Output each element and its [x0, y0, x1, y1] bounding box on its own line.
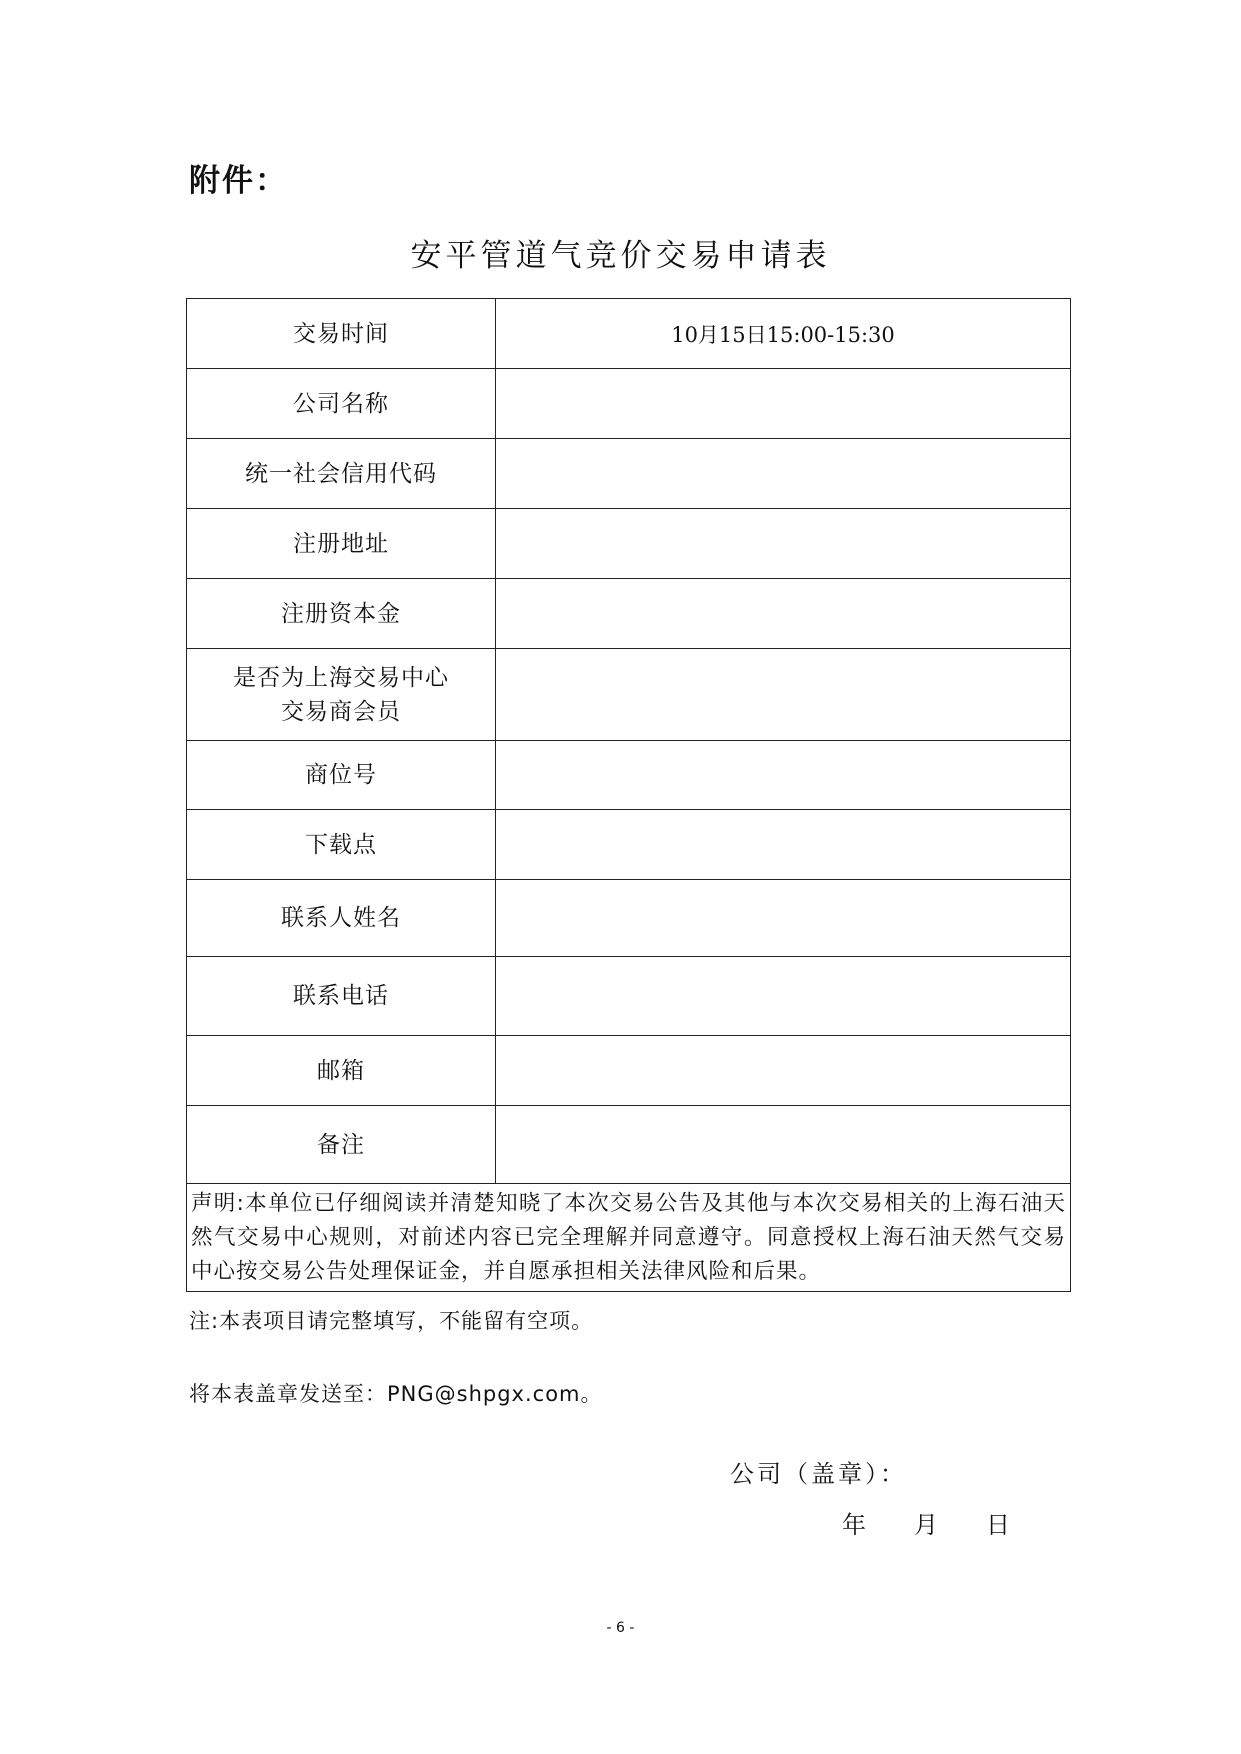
trade-time-label: 交易时间 [187, 299, 496, 369]
table-row [187, 649, 1071, 741]
table-row [187, 369, 1071, 439]
table-row [187, 880, 1071, 957]
table-row [187, 741, 1071, 810]
table-row [187, 299, 1071, 369]
table-row [187, 1106, 1071, 1184]
registered-capital-field[interactable] [496, 579, 1071, 649]
page-number: - 6 - [606, 1620, 635, 1636]
table-row [187, 1184, 1071, 1292]
date-line [842, 1505, 1010, 1540]
date-year: 年 [842, 1511, 866, 1539]
member-status-label-line2: 交易商会员 [281, 698, 401, 725]
trade-time-value[interactable]: 10月15日15:00-15:30 [496, 299, 1071, 369]
member-status-label [187, 649, 496, 741]
fill-note: 注:本表项目请完整填写，不能留有空项。 [189, 1309, 594, 1333]
company-name-field[interactable] [496, 369, 1071, 439]
booth-number-label: 商位号 [187, 741, 496, 810]
table-row [187, 810, 1071, 880]
email-field[interactable] [496, 1036, 1071, 1106]
booth-number-field[interactable] [496, 741, 1071, 810]
remarks-label: 备注 [187, 1106, 496, 1184]
registered-address-label: 注册地址 [187, 509, 496, 579]
table-row [187, 1036, 1071, 1106]
table-row [187, 439, 1071, 509]
member-status-field[interactable] [496, 649, 1071, 741]
email-label: 邮箱 [187, 1036, 496, 1106]
contact-phone-label: 联系电话 [187, 957, 496, 1036]
declaration-statement: 声明:本单位已仔细阅读并清楚知晓了本次交易公告及其他与本次交易相关的上海石油天然气交易中心规则，对前述内容已完全理解并同意遵守。同意授权上海石油天然气交易中心按交易公告处理保证金，并自愿承担相关法律风险和后果。 [187, 1184, 1071, 1292]
credit-code-field[interactable] [496, 439, 1071, 509]
table-row [187, 509, 1071, 579]
registered-address-field[interactable] [496, 509, 1071, 579]
table-row [187, 579, 1071, 649]
date-month: 月 [914, 1511, 938, 1539]
remarks-field[interactable] [496, 1106, 1071, 1184]
table-row [187, 957, 1071, 1036]
company-seal-line: 公司（盖章）： [730, 1460, 907, 1488]
send-instruction: 将本表盖章发送至：PNG@shpgx.com。 [189, 1382, 603, 1406]
download-point-field[interactable] [496, 810, 1071, 880]
date-day: 日 [986, 1511, 1010, 1539]
form-title: 安平管道气竞价交易申请表 [410, 238, 831, 274]
company-name-label: 公司名称 [187, 369, 496, 439]
download-point-label: 下载点 [187, 810, 496, 880]
registered-capital-label: 注册资本金 [187, 579, 496, 649]
contact-name-label: 联系人姓名 [187, 880, 496, 957]
member-status-label-line1: 是否为上海交易中心 [233, 664, 449, 691]
contact-phone-field[interactable] [496, 957, 1071, 1036]
attachment-label: 附件： [189, 163, 288, 199]
application-form-table [186, 298, 1071, 1292]
contact-name-field[interactable] [496, 880, 1071, 957]
credit-code-label: 统一社会信用代码 [187, 439, 496, 509]
